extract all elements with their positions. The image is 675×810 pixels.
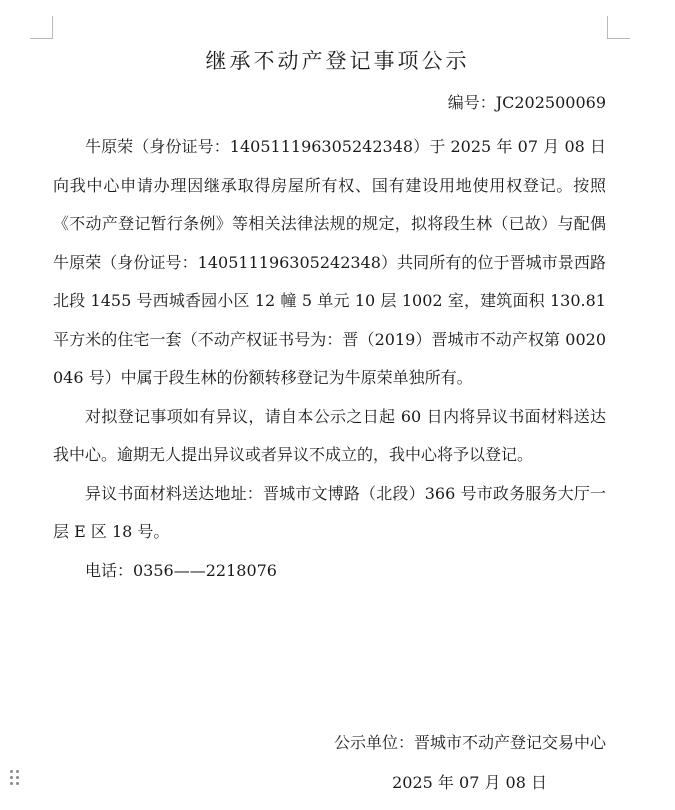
paragraph-address: 异议书面材料送达地址：晋城市文博路（北段）366 号市政务服务大厅一层 E 区 18 号。 — [53, 483, 606, 541]
paragraph-main: 牛原荣（身份证号：140511196305242348）于 2025 年 07 月 08 日向我中心申请办理因继承取得房屋所有权、国有建设用地使用权登记。按照《不动产登记暂行条例》等相关法律法规的规定，拟将段生林（已故）与配偶牛原荣（身份证号：140511196305242348）共同所有的位于晋城市景西路北段 1455 号西城香园小区 12 幢 5 单元 10 层 1002 室，建筑面积 130.81 平方米的住宅一套（不动产权证书号为：晋（2019）晋城市不动产权第 0020046 号）中属于段生林的份额转移登记为牛原荣单独所有。 — [53, 137, 606, 387]
page-corner-mark-top-right — [607, 16, 630, 39]
document-body — [53, 128, 606, 590]
issue-date: 2025 年 07 月 08 日 — [392, 773, 547, 792]
document-number: 编号：JC202500069 — [447, 93, 606, 112]
drag-handle-icon[interactable] — [10, 770, 20, 786]
paragraph-phone: 电话：0356——2218076 — [85, 560, 277, 580]
page-corner-mark-top-left — [30, 16, 53, 39]
document-title: 继承不动产登记事项公示 — [205, 49, 470, 73]
issuing-unit: 公示单位：晋城市不动产登记交易中心 — [333, 733, 606, 752]
paragraph-objection: 对拟登记事项如有异议，请自本公示之日起 60 日内将异议书面材料送达我中心。逾期无人提出异议或者异议不成立的，我中心将予以登记。 — [53, 406, 606, 464]
